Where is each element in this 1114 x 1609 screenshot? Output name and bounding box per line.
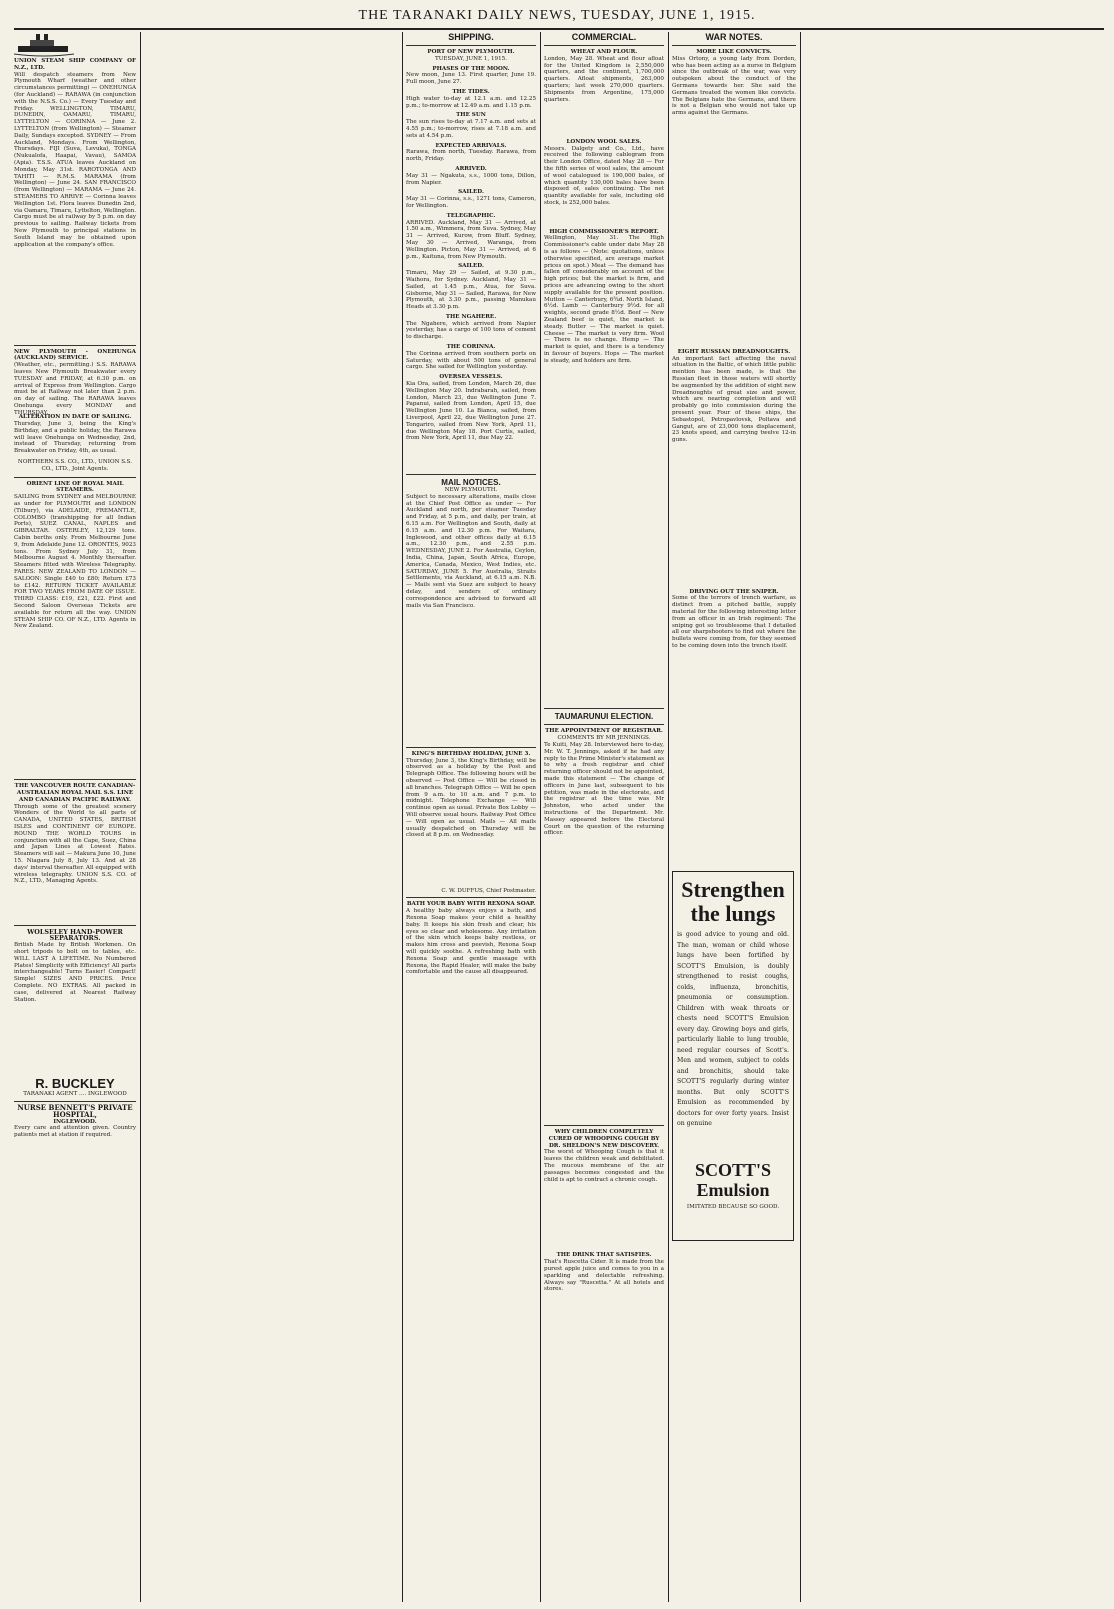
oversea-title: OVERSEA VESSELS.	[439, 374, 503, 381]
corinna-title: THE CORINNA.	[446, 344, 496, 351]
wool-title: LONDON WOOL SALES.	[566, 138, 642, 145]
joint-agents: NORTHERN S.S. CO., LTD., UNION S.S. CO., LTD., Joint Agents.	[17, 458, 133, 472]
corinna-body: The Corinna arrived from southern ports on Saturday, with about 500 tons of general cargo. She sailed for Wellington yesterday.	[406, 350, 536, 371]
masthead-rule	[14, 28, 1104, 30]
mail-body: Subject to necessary alterations, mails close at the Chief Post Office as under — For Auckland and north, per steamer Tuesday and Friday, at 5 p.m., and daily, per train, at 6.15 a.m. For Wellington and South, daily at 6.15 a.m. and 12.30 p.m. For Waitara, Inglewood, and other offices daily at 6.15 a.m., 12.30 p.m., and 2.55 p.m. WEDNESDAY, JUNE 2. For Australia, Ceylon, India, China, Japan, South Africa, Europe, America, Canada, Mexico, West Indies, etc. SATURDAY, JUNE 5. For Australia, Straits Settlements, via Auckland, at 6.15 a.m. N.B. — Mails sent via Suez are subject to heavy delay, and senders of ordinary correspondence are advised to forward all mails via San Francisco.	[406, 493, 536, 609]
telegraphic-body: ARRIVED. Auckland, May 31 — Arrived, at 1.50 a.m., Wimmera, from Suva. Sydney, May 31 — Arrived, Kurow, from Bluff. Sydney, May 30 — Arrived, Waranga, from Wellington. Picton, May 31 — Arrived, at 6 p.m., Kaituna, from New Plymouth.	[406, 219, 536, 260]
onehunga-body: (Weather, etc., permitting.) S.S. RARAWA leaves New Plymouth Breakwater every TUESDAY and FRIDAY, at 6.30 p.m. on arrival of Express from Wellington. Cargo must be at Railway not later than 2 p.m. on day of sailing. The RARAWA leaves Onehunga every MONDAY and THURSDAY.	[14, 362, 136, 416]
column-war-notes	[672, 32, 796, 1241]
column-divider	[800, 32, 801, 1602]
moon-title: PHASES OF THE MOON.	[432, 65, 510, 72]
buckley-sub: TARANAKI AGENT .... INGLEWOOD	[23, 1091, 127, 1098]
orient-title: ORIENT LINE OF ROYAL MAIL STEAMERS.	[26, 480, 124, 494]
wolseley-title: WOLSELEY HAND-POWER SEPARATORS.	[27, 927, 123, 943]
scotts-sub: IMITATED BECAUSE SO GOOD.	[686, 1204, 780, 1211]
hc-body: Wellington, May 31. The High Commissioner's cable under date May 28 is as follows — (Note: quotations, unless otherwise specified, are average market prices on spot.) Meat — The demand has fallen off considerably on account of the high prices; but the market is firm, and prices are advancing owing to the short supply available for the present position. Mutton — Canterbury, 6¾d. North Island, 6½d. Lamb — Canterbury 9½d. for all weights, second grade 8½d. Beef — New Zealand beef is quiet, the market is steady. Butter — The market is quiet. Cheese — The market is very firm. Wool — There is no change. Hemp — The market is quiet, and there is a tendency in favour of buyers. Hops — The market is steady, and holders are firm.	[544, 235, 664, 364]
children-title: WHY CHILDREN COMPLETELY CURED OF WHOOPING COUGH BY DR. SHELDON'S NEW DISCOVERY.	[548, 1128, 660, 1149]
arrivals-body: Rarawa, from north, Tuesday. Rarawa, from north, Friday.	[406, 149, 536, 163]
port-title: PORT OF NEW PLYMOUTH.	[427, 49, 515, 55]
tides-title: THE TIDES.	[452, 88, 490, 95]
masthead: THE TARANAKI DAILY NEWS, TUESDAY, JUNE 1, 1915.	[358, 8, 756, 23]
port-date: TUESDAY, JUNE 1, 1915.	[434, 55, 508, 62]
kings-title: KING'S BIRTHDAY HOLIDAY, JUNE 3.	[411, 750, 531, 757]
column-divider	[540, 32, 541, 1602]
vancouver-body: Through some of the greatest scenery Wonders of the World to all parts of CANADA, UNITED STATES, BRITISH ISLES and CONTINENT OF EUROPE. ROUND THE WORLD TOURS in conjunction with all the Cape, Suez, China and Japan Lines at Lowest Rates. Steamers will sail — Makura June 10, June 15. Niagara July 8, July 13. And at 28 days' interval thereafter. All equipped with wireless telegraphy. UNION S.S. CO. of N.Z., LTD., Managing Agents.	[14, 803, 136, 885]
buckley-name: R. BUCKLEY	[35, 1076, 115, 1092]
wheat-title: WHEAT AND FLOUR.	[570, 49, 638, 55]
telegraphic-title: TELEGRAPHIC.	[446, 212, 496, 219]
wheat-body: London, May 28. Wheat and flour afloat for the United Kingdom is 2,550,000 quarters, and the continent, 1,700,000 quarters. Afloat shipments, 263,000 quarters; last week 270,000 quarters. Shipments from Argentine, 175,000 quarters.	[544, 55, 664, 103]
taumarunui-title: TAUMARUNUI ELECTION.	[554, 712, 654, 722]
wolseley-body: British Made by British Workmen. On short tripods to bolt on to tables, etc. WILL LAST A LIFETIME. No Numbered Plates! Simplicity with Efficiency! All parts interchangeable! Turns Easier! Compact! Simple! SIZES AND PRICES. Price Complete. NO EXTRAS. All packed in case, delivered at Nearest Railway Station.	[14, 942, 136, 1003]
dread-body: An important fact affecting the naval situation in the Baltic, of which little public mention has been made, is that the Russian fleet in those waters will shortly be augmented by the addition of eight new Dreadnoughts of great size and power, which are nearing completion and will probably go into commission during the present year. Four of these ships, the Sebastopol, Petropavlovsk, Poltava and Gangut, are of 23,000 tons displacement, 23 knots speed, and carrying twelve 12-in guns.	[672, 355, 796, 444]
column-shipping-news	[406, 32, 536, 1058]
mail-sub: NEW PLYMOUTH.	[444, 487, 498, 494]
convicts-title: MORE LIKE CONVICTS.	[696, 49, 772, 55]
steamship-icon	[14, 32, 74, 56]
mail-title: MAIL NOTICES.	[441, 478, 501, 488]
drink-title: THE DRINK THAT SATISFIES.	[556, 1252, 652, 1259]
comments-body: Te Kuiti, May 28. Interviewed here to-day, Mr. W. T. Jennings, asked if he had any reply to the Prime Minister's statement as to why a fresh registrar and chief returning officer should not be appointed, made this statement — The change of officers in June last, subsequent to his petition, was made in the electorate, and the registrar at the time was Mr Johnston, who acted under the instructions of the Department. Mr. Massey appeared before the Electoral Court on the question of the returning officer.	[544, 741, 664, 837]
ngahere-title: THE NGAHERE.	[445, 313, 497, 320]
onehunga-title: NEW PLYMOUTH - ONEHUNGA (AUCKLAND) SERVICE.	[14, 348, 136, 362]
nurse-title: NURSE BENNETT'S PRIVATE HOSPITAL,	[17, 1102, 133, 1119]
column-commercial	[544, 32, 664, 1293]
union-company-title: UNION STEAM SHIP COMPANY OF N.Z., LTD.	[14, 58, 136, 71]
bath-title: BATH YOUR BABY WITH REXONA SOAP.	[406, 901, 536, 908]
bath-body: A healthy baby always enjoys a bath, and Rexona Soap makes your child a healthy baby. It keeps his skin fresh and clear, his eyes so clear and wholesome. Any irritation of the skin which keeps baby restless, or makes him cross and peevish, Rexona Soap will quickly soothe. A refreshing bath with Rexona Soap and gentle massage with Rexona, the Rapid Healer, will make the baby comfortable and the cause all disappeared.	[406, 908, 536, 976]
steamship-illustration	[14, 32, 136, 58]
column-divider	[668, 32, 669, 1602]
column-divider	[402, 32, 403, 1602]
convicts-body: Miss Ortony, a young lady from Dorden, who has been acting as a nurse in Belgium since the outbreak of the war, was very outspoken about the conduct of the Germans towards her. She said the Germans treated the women like convicts. The Belgians hate the Germans, and there is not a Belgian who would not take up arms against the Germans.	[672, 55, 796, 117]
sniper-title: DRIVING OUT THE SNIPER.	[689, 588, 779, 595]
scotts-ad	[672, 871, 794, 1241]
arrived-title: ARRIVED.	[455, 165, 487, 172]
drink-body: That's Ruscetta Cider. It is made from the purest apple juice and comes to you in a sparkling and delectable refreshing. Always say "Ruscetta." At all hotels and stores.	[544, 1259, 664, 1293]
kings-sign: C. W. DUFFUS, Chief Postmaster.	[441, 887, 536, 894]
sailed2-title: SAILED.	[458, 263, 484, 270]
sailed-body: May 31 — Corinna, s.s., 1271 tons, Cameron, for Wellington.	[406, 196, 536, 209]
moon-body: New moon, June 13. First quarter, June 19. Full moon, June 27.	[406, 72, 536, 86]
vancouver-title: THE VANCOUVER ROUTE CANADIAN-AUSTRALIAN ROYAL MAIL S.S. LINE AND CANADIAN PACIFIC RAILWAY.	[14, 783, 136, 803]
column-divider	[140, 32, 141, 1602]
oversea-body: Kia Ora, sailed, from London, March 26, due Wellington May 20. Indrabarah, sailed, from London, March 23, due Wellington June 7. Papanui, sailed from London, April 15, due Wellington June 10. La Bianca, sailed, from Liverpool, April 22, due Wellington June 27. Tongariro, sailed from New York, April 11, due Wellington May 18. Port Curtis, sailed, from New York, April 11, due May 22.	[406, 381, 536, 442]
hc-title: HIGH COMMISSIONER'S REPORT.	[549, 228, 659, 235]
alteration-title: ALTERATION IN DATE OF SAILING.	[18, 414, 132, 421]
dread-title: EIGHT RUSSIAN DREADNOUGHTS.	[677, 348, 791, 355]
war-title: WAR NOTES.	[705, 32, 763, 42]
commercial-title: COMMERCIAL.	[571, 32, 637, 42]
tides-body: High water to-day at 12.1 a.m. and 12.25 p.m.; to-morrow at 12.49 a.m. and 1.15 p.m.	[406, 95, 536, 109]
sniper-body: Some of the terrors of trench warfare, as distinct from a pitched battle, supply material for the following interesting letter from an officer in an Irish regiment: The sniping got so troublesome that I detailed all our sharpshooters to find out where the bullets were coming from, for they seemed to be coming down into the trench itself.	[672, 595, 796, 649]
alteration-body: Thursday, June 3, being the King's Birthday, and a public holiday, the Rarawa will leave Onehunga on Wednesday, 2nd, instead of Thursday, returning from Breakwater on Friday, 4th, as usual.	[14, 420, 136, 455]
nurse-body: Every care and attention given. Country patients met at station if required.	[14, 1125, 136, 1139]
strengthen-body: is good advice to young and old. The man, woman or child whose lungs have been fortified by SCOTT'S Emulsion, is doubly strengthened to resist coughs, colds, influenza, bronchitis, pneumonia or consumption. Children with weak throats or chests need SCOTT'S Emulsion every day. Growing boys and girls, particularly liable to lung trouble, need regular courses of Scott's. Men and women, subject to colds and bronchitis, should take SCOTT'S regularly during winter months. But only SCOTT'S Emulsion as recommended by doctors for over forty years. Insist on genuine	[677, 931, 789, 1128]
wool-body: Messrs. Dalgety and Co., Ltd., have received the following cablegram from their London Office, dated May 28 — For the fifth series of wool sales, the amount of wool catalogued is 190,000 bales, of which quantity 130,000 bales have been disposed of, sales continuing. The net quantity available for sale, including old stock, is 252,000 bales.	[544, 145, 664, 206]
column-shipping-ads	[14, 32, 136, 1139]
scotts-emulsion: SCOTT'S Emulsion	[694, 1160, 772, 1201]
sailed-title: SAILED.	[458, 189, 484, 196]
strengthen-title: Strengthen the lungs	[681, 877, 785, 927]
orient-body: SAILING from SYDNEY and MELBOURNE as under for PLYMOUTH and LONDON (Tilbury), via ADELAIDE, FREMANTLE, COLOMBO (transhipping for all Indian Ports), SUEZ CANAL, NAPLES and GIBRALTAR. OSTERLEY, 12,129 tons. Cabin berths only. From Melbourne June 9, from Adelaide June 12. ORONTES, 9023 tons. From Sydney July 31, from Melbourne August 4. Monthly thereafter. Steamers fitted with Wireless Telegraphy. FARES: NEW ZEALAND TO LONDON — SALOON: Single £40 to £80; Return £73 to £142. RETURN TICKET AVAILABLE FOR TWO YEARS FROM DATE OF ISSUE. THIRD CLASS: £19, £21, £22. First and Second Saloon Overseas Tickets are available for return all the way. UNION STEAM SHIP CO. OF N.Z., LTD. Agents in New Zealand.	[14, 494, 136, 630]
shipping-title: SHIPPING.	[448, 32, 494, 42]
children-body: The worst of Whooping Cough is that it leaves the children weak and debilitated. The mucous membrane of the air passages becomes congested and the child is apt to contract a chronic cough.	[544, 1149, 664, 1183]
comments-title: COMMENTS BY MR JENNINGS.	[557, 735, 651, 742]
registrar-title: THE APPOINTMENT OF REGISTRAR.	[545, 728, 663, 735]
kings-body: Thursday, June 3, the King's Birthday, will be observed as a holiday by the Post and Telegraph Office. The following hours will be observed — Post Office — Will be closed in all branches. Telegraph Office — Will be open from 9 a.m. to 10 a.m. and 7 p.m. to midnight. Telephone Exchange — Will continue open as usual. Private Box Lobby — Will observe usual hours. Railway Post Office — Will open as usual. Mails — All mails usually despatched on Thursday will be closed at 8 p.m. on Wednesday.	[406, 757, 536, 839]
sun-body: The sun rises to-day at 7.17 a.m. and sets at 4.55 p.m.; to-morrow, rises at 7.18 a.m. and sets at 4.54 p.m.	[406, 119, 536, 139]
union-company-body: Will despatch steamers from New Plymouth Wharf (weather and other circumstances permitting) — ONEHUNGA (for Auckland) — RARAWA (in conjunction with the N.S.S. Co.) — Every Tuesday and Friday. WELLINGTON, TIMARU, DUNEDIN, OAMARU, TIMARU, LYTTELTON — CORINNA — June 2. LYTTELTON (from Wellington) — Steamer Daily, Sundays excepted. SYDNEY — From Auckland, Mondays. From Wellington, Thursdays. FIJI (Suva, Levuka), TONGA (Nukualofa, Haapai, Vavau), SAMOA (Apia). T.S.S. ATUA leaves Auckland on Monday, May 31st. RAROTONGA AND TAHITI — R.M.S. MARAMA (from Wellington) — June 24. SAN FRANCISCO (from Wellington) — MARAMA — June 24. STEAMERS TO ARRIVE — Corinna leaves Wellington 1st. Flora leaves Dunedin 2nd, via Oamaru, Timaru, Lyttelton, Wellington. Cargo must be at railway by 5 p.m. on day previous to sailing. Railway tickets from New Plymouth to principal stations in South Island may be obtained upon application at the company's office.	[14, 71, 136, 248]
arrived-body: May 31 — Ngakuta, s.s., 1000 tons, Dillon, from Napier.	[406, 172, 536, 186]
sailed2-body: Timaru, May 29 — Sailed, at 9.30 p.m., Waihora, for Sydney. Auckland, May 31 — Sailed, at 1.45 p.m., Atua, for Suva. Gisborne, May 31 — Sailed, Rarawa, for New Plymouth, at 3.30 p.m., passing Manukau Heads at 3.30 p.m.	[406, 270, 536, 311]
arrivals-title: EXPECTED ARRIVALS.	[435, 142, 507, 149]
nurse-sub: INGLEWOOD.	[53, 1118, 97, 1125]
sun-title: THE SUN	[456, 112, 486, 119]
ngahere-body: The Ngahere, which arrived from Napier yesterday, has a cargo of 100 tons of cement to discharge.	[406, 320, 536, 341]
